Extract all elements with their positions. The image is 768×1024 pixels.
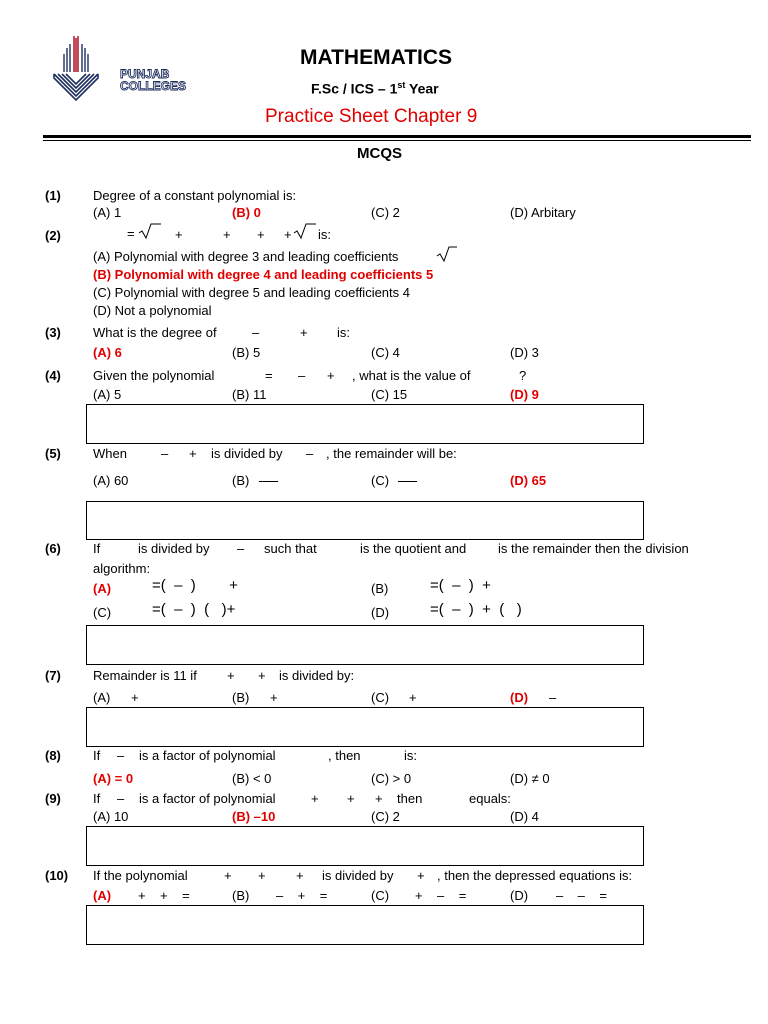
question-fragment: ? (519, 368, 527, 383)
question-fragment: + (417, 868, 425, 883)
option-c: (C) 15 (371, 387, 408, 402)
option-d: (D) 4 (510, 809, 539, 824)
question-fragment: + (311, 791, 319, 806)
question-fragment: is: (404, 748, 417, 763)
question-fragment: + (189, 446, 197, 461)
option-a: (A) 5 (93, 387, 122, 402)
question-fragment: – (306, 446, 314, 461)
question-fragment: is: (318, 227, 331, 242)
question-fragment: + (327, 368, 335, 383)
option-a: (A) Polynomial with degree 3 and leading coefficients (93, 249, 399, 264)
option-d-correct: (D) 9 (510, 387, 539, 402)
option-b: (B) (232, 473, 250, 488)
header-rule-thick (43, 135, 751, 138)
question-fragment: + (300, 325, 308, 340)
question-fragment: + (257, 227, 265, 242)
question-number: (4) (45, 368, 61, 383)
option-b: (B) 11 (232, 387, 267, 402)
subtitle-year: Year (405, 80, 439, 97)
question-text: Given the polynomial (93, 368, 215, 383)
subtitle-sup: st (397, 80, 406, 90)
question-fragment: is divided by (322, 868, 394, 883)
option-a-expression: + (131, 690, 139, 705)
question-fragment: , what is the value of (352, 368, 471, 383)
option-d-correct: (D) 65 (510, 473, 547, 488)
question-fragment: – (117, 748, 125, 763)
option-c: (C) Polynomial with degree 5 and leading coefficients 4 (93, 285, 410, 300)
option-a-expression: =( – ) + (152, 577, 238, 594)
question-text-continued: algorithm: (93, 561, 151, 576)
question-text: If (93, 541, 101, 556)
option-b-correct: (B) 0 (232, 205, 261, 220)
option-c: (C) (371, 888, 390, 903)
option-c: (C) 2 (371, 809, 400, 824)
logo-text-line1: PUNJAB (120, 67, 170, 81)
question-number: (6) (45, 541, 61, 556)
sqrt-symbol (436, 245, 458, 263)
subtitle-text: F.Sc / ICS – 1 (311, 80, 398, 97)
question-fragment: , the remainder will be: (326, 446, 457, 461)
option-b-expression: + (270, 690, 278, 705)
option-a-correct: (A) (93, 888, 112, 903)
question-number: (9) (45, 791, 61, 806)
question-fragment: + (227, 668, 235, 683)
option-a-correct: (A) = 0 (93, 771, 134, 786)
option-c-expression: =( – ) ( )+ (152, 601, 236, 618)
option-a-correct: (A) 6 (93, 345, 122, 360)
question-text: When (93, 446, 127, 461)
option-a: (A) (93, 690, 111, 705)
option-b: (B) 5 (232, 345, 261, 360)
question-fragment: + (347, 791, 355, 806)
page-title: MATHEMATICS (300, 46, 453, 69)
option-d-expression: – (549, 690, 557, 705)
question-fragment: + (223, 227, 231, 242)
option-a: (A) 60 (93, 473, 129, 488)
question-fragment: is divided by (138, 541, 210, 556)
question-fragment: such that (264, 541, 317, 556)
option-d-expression: – – = (556, 888, 607, 903)
option-b-expression: – + = (276, 888, 328, 903)
question-number: (1) (45, 188, 61, 203)
option-b: (B) < 0 (232, 771, 272, 786)
fraction-bar (398, 481, 417, 482)
question-number: (3) (45, 325, 61, 340)
option-a: (A) 1 (93, 205, 122, 220)
option-b: (B) (371, 581, 389, 596)
option-d: (D) Not a polynomial (93, 303, 212, 318)
question-number: (2) (45, 228, 61, 243)
question-fragment: + (258, 668, 266, 683)
option-a-expression: + + = (138, 888, 190, 903)
option-a-correct: (A) (93, 581, 112, 596)
question-fragment: , then (328, 748, 361, 763)
question-fragment: – (252, 325, 260, 340)
question-fragment: + (175, 227, 183, 242)
question-number: (10) (45, 868, 69, 883)
question-fragment: – (117, 791, 125, 806)
header-rule-thin (43, 140, 751, 141)
option-c: (C) (371, 473, 390, 488)
logo-text-line2: COLLEGES (120, 79, 187, 93)
option-d: (D) ≠ 0 (510, 771, 550, 786)
question-fragment: – (298, 368, 306, 383)
question-fragment: + (224, 868, 232, 883)
question-text: Remainder is 11 if (93, 668, 197, 683)
question-fragment: is: (337, 325, 350, 340)
question-fragment: – (161, 446, 169, 461)
option-d: (D) Arbitary (510, 205, 576, 220)
option-d-correct: (D) (510, 690, 529, 705)
question-fragment: then (397, 791, 423, 806)
page-subtitle (311, 80, 439, 97)
option-b: (B) (232, 888, 250, 903)
sqrt-symbol (293, 222, 317, 240)
sqrt-symbol (138, 222, 162, 240)
question-text: If (93, 791, 101, 806)
option-b: (B) (232, 690, 250, 705)
option-c: (C) 4 (371, 345, 400, 360)
option-b-expression: =( – ) + (430, 577, 491, 594)
option-c: (C) 2 (371, 205, 400, 220)
section-heading: MCQS (357, 145, 402, 162)
working-box[interactable] (86, 826, 644, 866)
option-c: (C) > 0 (371, 771, 412, 786)
question-fragment: is a factor of polynomial (139, 748, 276, 763)
question-fragment: equals: (469, 791, 511, 806)
question-fragment: + (296, 868, 304, 883)
question-fragment: – (237, 541, 245, 556)
sheet-title: Practice Sheet Chapter 9 (265, 106, 478, 127)
option-d: (D) 3 (510, 345, 539, 360)
question-fragment: is the remainder then the division (498, 541, 689, 556)
question-number: (8) (45, 748, 61, 763)
question-fragment: = (265, 368, 273, 383)
working-box[interactable] (86, 707, 644, 747)
option-c: (C) (371, 690, 390, 705)
punjab-colleges-logo (50, 36, 200, 108)
question-fragment: is divided by: (279, 668, 355, 683)
question-fragment: is divided by (211, 446, 283, 461)
option-b-correct: (B) Polynomial with degree 4 and leading coefficients 5 (93, 267, 434, 282)
option-d: (D) (371, 605, 390, 620)
fraction-bar (259, 481, 278, 482)
question-fragment: + (284, 227, 292, 242)
working-box[interactable] (86, 404, 644, 444)
question-text: If the polynomial (93, 868, 188, 883)
working-box[interactable] (86, 625, 644, 665)
option-c: (C) (93, 605, 112, 620)
option-b-correct: (B) –10 (232, 809, 276, 824)
working-box[interactable] (86, 501, 644, 540)
option-c-expression: + (409, 690, 417, 705)
question-number: (7) (45, 668, 61, 683)
question-text: What is the degree of (93, 325, 217, 340)
option-a: (A) 10 (93, 809, 129, 824)
option-c-expression: + – = (415, 888, 467, 903)
question-fragment: = (127, 226, 135, 241)
question-text: Degree of a constant polynomial is: (93, 188, 297, 203)
working-box[interactable] (86, 905, 644, 945)
question-fragment: is the quotient and (360, 541, 467, 556)
question-fragment: + (375, 791, 383, 806)
question-fragment: is a factor of polynomial (139, 791, 276, 806)
option-d-expression: =( – ) + ( ) (430, 601, 522, 618)
question-fragment: , then the depressed equations is: (437, 868, 633, 883)
question-number: (5) (45, 446, 61, 461)
question-text: If (93, 748, 101, 763)
option-d: (D) (510, 888, 529, 903)
question-fragment: + (258, 868, 266, 883)
